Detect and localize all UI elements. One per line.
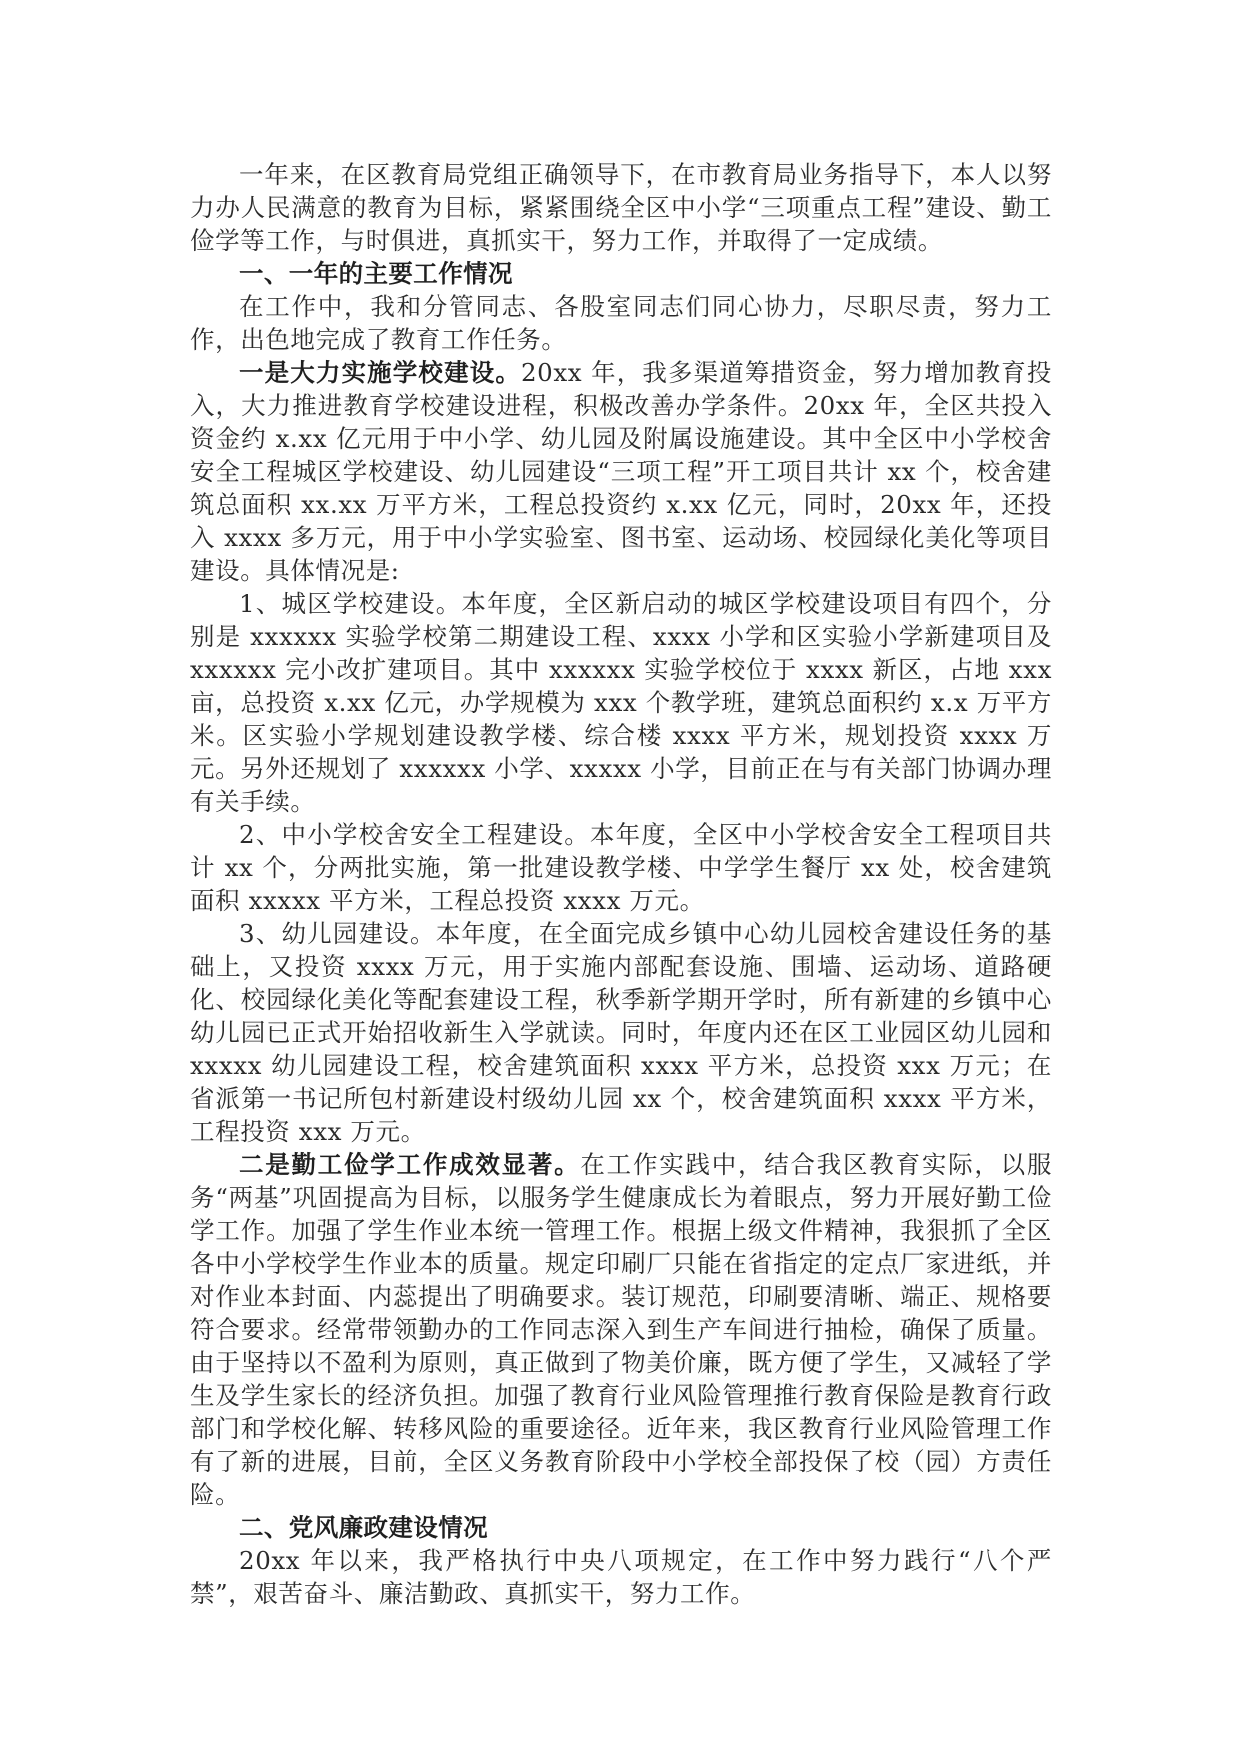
item-1-paragraph: 1、城区学校建设。本年度，全区新启动的城区学校建设项目有四个，分别是 xxxxxx 实验学校第二期建设工程、xxxx 小学和区实验小学新建项目及 xxxxxx 完小改扩建项目。其中 xxxxxx 实验学校位于 xxxx 新区，占地 xxx 亩，总投资 x.xx 亿元，办学规模为 xxx 个教学班，建筑总面积约 x.x 万平方米。区实验小学规划建设教学楼、综合楼 xxxx 平方米，规划投资 xxxx 万元。另外还规划了 xxxxxx 小学、xxxxx 小学，目前正在与有关部门协调办理有关手续。: [190, 589, 1052, 816]
section-2-heading: 二、党风廉政建设情况: [239, 1513, 488, 1542]
document-page: [190, 158, 1052, 1610]
point-1-lead: 一是大力实施学校建设。: [239, 358, 521, 387]
intro-paragraph: 一年来，在区教育局党组正确领导下，在市教育局业务指导下，本人以努力办人民满意的教育为目标，紧紧围绕全区中小学“三项重点工程”建设、勤工俭学等工作，与时俱进，真抓实干，努力工作，并取得了一定成绩。: [190, 160, 1052, 255]
item-2-paragraph: 2、中小学校舍安全工程建设。本年度，全区中小学校舍安全工程项目共计 xx 个，分两批实施，第一批建设教学楼、中学学生餐厅 xx 处，校舍建筑面积 xxxxx 平方米，工程总投资 xxxx 万元。: [190, 820, 1052, 915]
point-1-text: 20xx 年，我多渠道筹措资金，努力增加教育投入，大力推进教育学校建设进程，积极改善办学条件。20xx 年，全区共投入资金约 x.xx 亿元用于中小学、幼儿园及附属设施建设。其中全区中小学校舍安全工程城区学校建设、幼儿园建设“三项工程”开工项目共计 xx 个，校舍建筑总面积 xx.xx 万平方米，工程总投资约 x.xx 亿元，同时，20xx 年，还投入 xxxx 多万元，用于中小学实验室、图书室、运动场、校园绿化美化等项目建设。具体情况是:: [190, 358, 1052, 585]
point-2-text: 在工作实践中，结合我区教育实际，以服务“两基”巩固提高为目标，以服务学生健康成长为着眼点，努力开展好勤工俭学工作。加强了学生作业本统一管理工作。根据上级文件精神，我狠抓了全区各中小学校学生作业本的质量。规定印刷厂只能在省指定的定点厂家进纸，并对作业本封面、内蕊提出了明确要求。装订规范，印刷要清晰、端正、规格要符合要求。经常带领勤办的工作同志深入到生产车间进行抽检，确保了质量。由于坚持以不盈利为原则，真正做到了物美价廉，既方便了学生，又减轻了学生及学生家长的经济负担。加强了教育行业风险管理推行教育保险是教育行政部门和学校化解、转移风险的重要途径。近年来，我区教育行业风险管理工作有了新的进展，目前，全区义务教育阶段中小学校全部投保了校（园）方责任险。: [190, 1150, 1052, 1509]
section-1-intro-paragraph: 在工作中，我和分管同志、各股室同志们同心协力，尽职尽责，努力工作，出色地完成了教育工作任务。: [190, 292, 1052, 354]
section-1-heading: 一、一年的主要工作情况: [239, 259, 513, 288]
point-2-paragraph: [190, 1148, 1052, 1511]
section-2-paragraph: 20xx 年以来，我严格执行中央八项规定，在工作中努力践行“八个严禁”，艰苦奋斗、廉洁勤政、真抓实干，努力工作。: [190, 1546, 1052, 1608]
point-2-lead: 二是勤工俭学工作成效显著。: [239, 1150, 581, 1179]
item-3-paragraph: 3、幼儿园建设。本年度，在全面完成乡镇中心幼儿园校舍建设任务的基础上，又投资 xxxx 万元，用于实施内部配套设施、围墙、运动场、道路硬化、校园绿化美化等配套建设工程，秋季新学期开学时，所有新建的乡镇中心幼儿园已正式开始招收新生入学就读。同时，年度内还在区工业园区幼儿园和 xxxxx 幼儿园建设工程，校舍建筑面积 xxxx 平方米，总投资 xxx 万元；在省派第一书记所包村新建设村级幼儿园 xx 个，校舍建筑面积 xxxx 平方米，工程投资 xxx 万元。: [190, 919, 1052, 1146]
point-1-paragraph: [190, 356, 1052, 587]
